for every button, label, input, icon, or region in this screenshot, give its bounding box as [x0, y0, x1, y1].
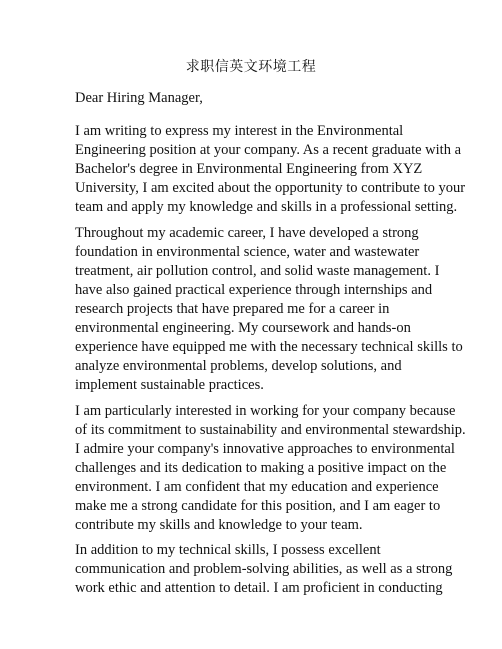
paragraph-3	[75, 402, 466, 535]
paragraph-line: Throughout my academic career, I have developed a strong	[75, 225, 419, 241]
paragraph-line: challenges and its dedication to making a positive impact on the	[75, 460, 447, 476]
paragraph-line: work ethic and attention to detail. I am proficient in conducting	[75, 580, 443, 596]
paragraph-line: make me a strong candidate for this position, and I am eager to	[75, 498, 441, 514]
document-title: 求职信英文环境工程	[185, 59, 317, 75]
paragraph-line: Engineering position at your company. As a recent graduate with a	[75, 142, 462, 158]
paragraph-line: I admire your company's innovative approaches to environmental	[75, 441, 455, 457]
salutation: Dear Hiring Manager,	[75, 90, 203, 106]
paragraph-line: I am particularly interested in working for your company because	[75, 403, 456, 419]
paragraph-line: communication and problem-solving abilities, as well as a strong	[75, 561, 453, 577]
paragraph-line: contribute my skills and knowledge to your team.	[75, 517, 363, 533]
paragraph-1	[75, 122, 466, 217]
paragraph-line: analyze environmental problems, develop solutions, and	[75, 358, 402, 374]
paragraph-line: implement sustainable practices.	[75, 377, 264, 393]
paragraph-line: team and apply my knowledge and skills in a professional setting.	[75, 199, 458, 215]
paragraph-2	[75, 224, 463, 395]
paragraph-line: environmental engineering. My coursework and hands-on	[75, 320, 411, 336]
paragraph-line: In addition to my technical skills, I possess excellent	[75, 542, 381, 558]
paragraph-line: environment. I am confident that my education and experience	[75, 479, 439, 495]
paragraph-line: Bachelor's degree in Environmental Engineering from XYZ	[75, 161, 423, 177]
paragraph-line: foundation in environmental science, water and wastewater	[75, 244, 420, 260]
paragraph-line: treatment, air pollution control, and solid waste management. I	[75, 263, 440, 279]
paragraph-line: University, I am excited about the opportunity to contribute to your	[75, 180, 466, 196]
paragraph-line: have also gained practical experience through internships and	[75, 282, 433, 298]
paragraph-line: experience have equipped me with the necessary technical skills to	[75, 339, 463, 355]
paragraph-line: I am writing to express my interest in the Environmental	[75, 123, 404, 139]
paragraph-line: research projects that have prepared me for a career in	[75, 301, 390, 317]
paragraph-line: of its commitment to sustainability and environmental stewardship.	[75, 422, 466, 438]
paragraph-4	[75, 541, 453, 598]
